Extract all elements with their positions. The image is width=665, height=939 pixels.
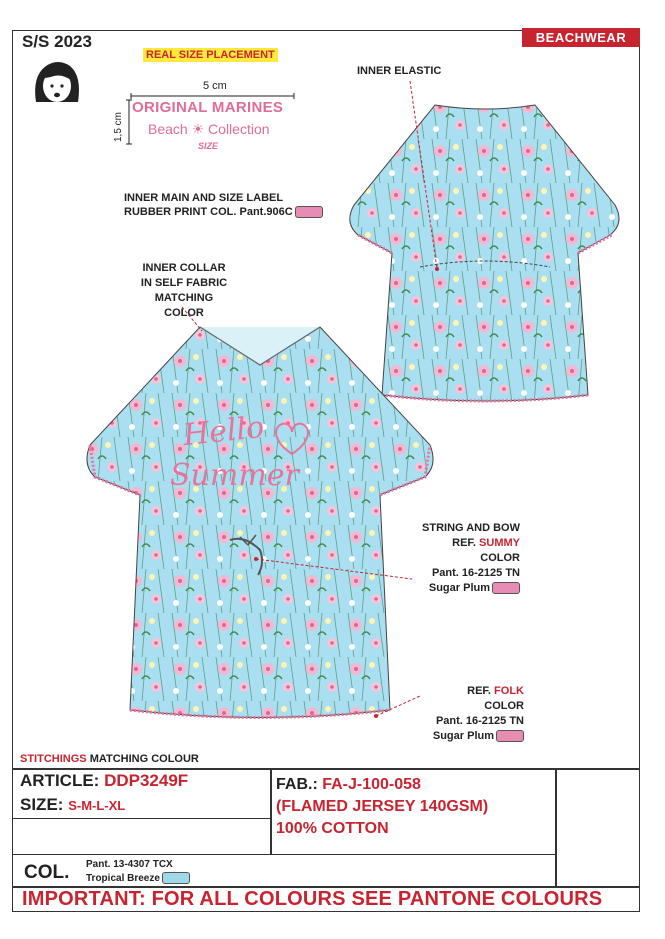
string-pant-name: Sugar Plum — [428, 582, 490, 594]
avatar-icon — [28, 56, 84, 110]
print-summer: Summer — [170, 458, 299, 493]
inner-elastic-label: INNER ELASTIC — [357, 65, 442, 77]
category-tag: BEACHWEAR — [522, 28, 640, 47]
string-ref — [414, 536, 520, 551]
folk-ref-name: FOLK — [494, 685, 524, 697]
placement-note: REAL SIZE PLACEMENT — [143, 48, 278, 62]
fabric-code: FA-J-100-058 — [322, 776, 421, 793]
pink-swatch — [492, 582, 520, 594]
inner-elastic-pointer — [405, 79, 445, 279]
label-desc-2 — [124, 205, 323, 220]
string-ref-prefix: REF. — [452, 537, 476, 549]
fabric-block — [276, 774, 488, 840]
collar-line-2: IN SELF FABRIC — [140, 277, 228, 289]
col-name-row — [86, 872, 190, 886]
col-label: COL. — [24, 862, 70, 883]
collar-pointer — [180, 305, 210, 335]
label-height: 1,5 cm — [113, 111, 124, 142]
table-mid-rule — [12, 818, 270, 819]
folk-pant-name-row — [420, 729, 524, 744]
fabric-line-1 — [276, 774, 488, 796]
brand-subline — [148, 121, 270, 138]
table-col-rule — [270, 768, 272, 854]
label-desc-2-text: RUBBER PRINT COL. Pant.906C — [124, 206, 293, 218]
string-ref-name: SUMMY — [479, 537, 520, 549]
table-top-rule — [12, 768, 640, 770]
label-desc-1: INNER MAIN AND SIZE LABEL — [124, 192, 284, 204]
garment-front-view — [80, 305, 440, 725]
collar-line-3: MATCHING COLOR — [154, 292, 214, 319]
col-block — [86, 858, 190, 886]
size-value: S-M-L-XL — [68, 798, 126, 813]
string-bow-label — [414, 521, 520, 596]
fabric-label: FAB.: — [276, 776, 318, 793]
article-row — [20, 771, 188, 791]
string-pant: Pant. 16-2125 TN — [431, 567, 520, 579]
season-title: S/S 2023 — [22, 32, 92, 51]
table-lower-rule — [12, 854, 556, 855]
brand-subline-right: Collection — [208, 121, 270, 137]
stitchings-label: STITCHINGS — [20, 753, 87, 765]
string-line-1: STRING AND BOW — [422, 522, 520, 534]
article-value: DDP3249F — [104, 771, 189, 790]
col-pant: Pant. 13-4307 TCX — [86, 859, 173, 870]
folk-color: COLOR — [484, 700, 524, 712]
stitchings-value: MATCHING COLOUR — [89, 753, 199, 765]
blue-swatch — [162, 872, 190, 884]
print-hello: Hello — [181, 409, 266, 454]
folk-pant: Pant. 16-2125 TN — [435, 715, 524, 727]
brand-subline-left: Beach — [148, 121, 188, 137]
pink-swatch — [496, 730, 524, 742]
table-col-rule-right — [555, 768, 557, 886]
string-pant-name-row — [414, 581, 520, 596]
string-pointer — [252, 555, 417, 585]
fabric-line-2: (FLAMED JERSEY 140GSM) — [276, 798, 489, 815]
size-label: SIZE: — [20, 795, 64, 814]
label-width: 5 cm — [203, 80, 227, 92]
brand-logo-text: ORIGINAL MARINES — [132, 99, 284, 116]
heart-icon — [270, 418, 314, 458]
size-row — [20, 795, 125, 815]
label-size: SIZE — [198, 141, 219, 151]
article-label: ARTICLE: — [20, 771, 100, 790]
important-footer: IMPORTANT: FOR ALL COLOURS SEE PANTONE COLOURS — [22, 888, 603, 910]
folk-ref — [420, 684, 524, 699]
stitchings-row — [20, 752, 199, 767]
collar-line-1: INNER COLLAR — [142, 262, 226, 274]
folk-pointer — [372, 692, 424, 722]
folk-label — [420, 684, 524, 744]
pink-swatch — [295, 206, 323, 218]
folk-ref-prefix: REF. — [467, 685, 491, 697]
sun-icon: ☀ — [191, 121, 205, 137]
string-color: COLOR — [480, 552, 520, 564]
fabric-line-3: 100% COTTON — [276, 820, 389, 837]
col-name: Tropical Breeze — [86, 873, 160, 884]
folk-pant-name: Sugar Plum — [432, 730, 494, 742]
